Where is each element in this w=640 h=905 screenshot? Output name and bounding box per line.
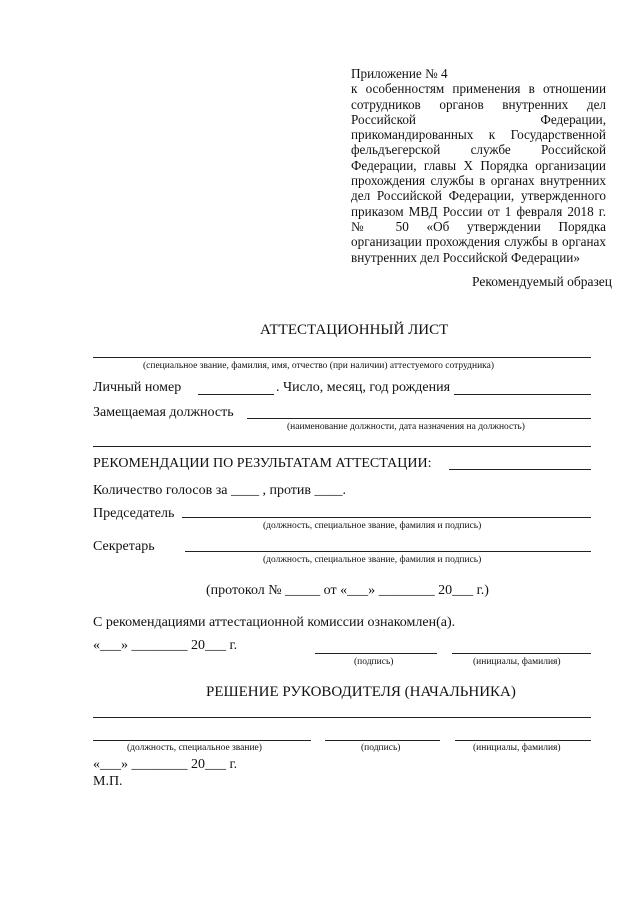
signature-line	[315, 653, 437, 654]
decision-heading: РЕШЕНИЕ РУКОВОДИТЕЛЯ (НАЧАЛЬНИКА)	[206, 684, 516, 700]
signature-caption: (подпись)	[354, 657, 394, 667]
rank-line	[93, 740, 311, 741]
personal-number-line	[198, 394, 274, 395]
position-line	[247, 418, 591, 419]
chairman-caption: (должность, специальное звание, фамилия и подпись)	[263, 521, 482, 531]
position-caption: (наименование должности, дата назначения на должность)	[287, 422, 525, 432]
decision-signature-caption: (подпись)	[361, 743, 401, 753]
protocol-text: (протокол № _____ от «___» ________ 20___ г.)	[206, 583, 489, 598]
recommendations-line	[449, 469, 591, 470]
appendix-text: к особенностям применения в отношении сотрудников органов внутренних дел Российской Федерации, прикомандированных к Государственной фельдъегерской службе Российской Федерации, главы X Порядка организации прохождения службы в органах внутренних дел Российской Федерации, утвержденного приказом МВД России от 1 февраля 2018 г. № 50 «Об утверждении Порядка организации прохождения службы в органах внутренних дел Российской Федерации»	[351, 81, 606, 265]
decision-initials-line	[455, 740, 591, 741]
votes-text: Количество голосов за ____ , против ____.	[93, 483, 347, 498]
initials-line	[452, 653, 591, 654]
position-line-2	[93, 446, 591, 447]
decision-signature-line	[325, 740, 440, 741]
secretary-label: Секретарь	[93, 539, 155, 554]
recommended-sample-label: Рекомендуемый образец	[472, 274, 613, 289]
employee-caption: (специальное звание, фамилия, имя, отчество (при наличии) аттестуемого сотрудника)	[143, 361, 495, 371]
secretary-line	[185, 551, 591, 552]
acquainted-date: «___» ________ 20___ г.	[93, 638, 238, 653]
decision-line	[93, 717, 591, 718]
decision-date: «___» ________ 20___ г.	[93, 757, 238, 772]
personal-number-label: Личный номер	[93, 380, 182, 395]
initials-caption: (инициалы, фамилия)	[473, 657, 561, 667]
employee-line	[93, 357, 591, 358]
chairman-line	[182, 517, 591, 518]
decision-initials-caption: (инициалы, фамилия)	[473, 743, 561, 753]
birth-date-line	[454, 394, 591, 395]
birth-date-label: . Число, месяц, год рождения	[276, 380, 451, 395]
seal-label: М.П.	[93, 774, 123, 789]
secretary-caption: (должность, специальное звание, фамилия и подпись)	[263, 555, 482, 565]
recommendations-heading: РЕКОМЕНДАЦИИ ПО РЕЗУЛЬТАТАМ АТТЕСТАЦИИ:	[93, 456, 432, 471]
chairman-label: Председатель	[93, 506, 175, 521]
form-title: АТТЕСТАЦИОННЫЙ ЛИСТ	[260, 322, 449, 338]
rank-caption: (должность, специальное звание)	[127, 743, 262, 753]
acquainted-text: С рекомендациями аттестационной комиссии ознакомлен(а).	[93, 615, 456, 630]
appendix-heading: Приложение № 4	[351, 66, 448, 81]
appendix-block	[351, 66, 606, 265]
position-label: Замещаемая должность	[93, 405, 234, 420]
